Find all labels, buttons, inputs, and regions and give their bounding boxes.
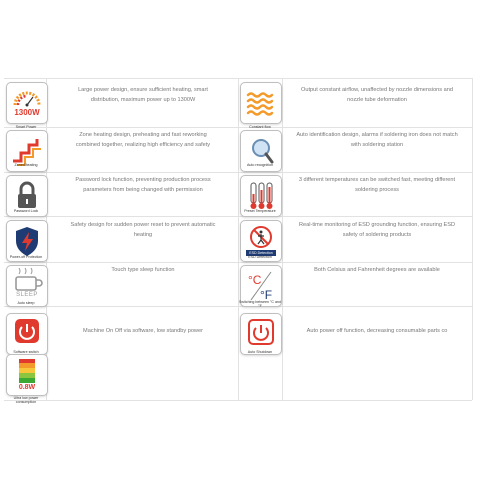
desc-line: nozzle tube deformation — [347, 97, 407, 103]
feature-caption: Ultra low power consumption — [13, 396, 39, 404]
divider — [4, 400, 472, 401]
airflow-waves-icon — [240, 82, 282, 124]
desc-line: Both Celsius and Fahrenheit degrees are available — [314, 267, 440, 273]
sleep-label: SLEEP — [16, 292, 38, 298]
desc-line: Large power design, ensure sufficient heating, smart — [78, 87, 208, 93]
feature-caption: Zoned heating — [14, 163, 38, 167]
feature-caption: Preset Temperature — [244, 209, 276, 213]
feature-description — [52, 220, 234, 240]
desc-line: Real-time monitoring of ESD grounding function, ensuring ESD — [298, 222, 456, 228]
feature-description — [286, 130, 468, 150]
power-gauge-icon — [6, 82, 48, 124]
feature-description — [286, 265, 468, 275]
svg-text:°C: °C — [248, 273, 262, 287]
feature-description — [52, 265, 234, 275]
divider — [472, 78, 473, 400]
desc-line: 3 different temperatures can be switched fast, meeting different — [298, 177, 456, 183]
esd-label: ESD Detection — [249, 251, 273, 255]
feature-caption: Password Lock — [13, 209, 39, 213]
feature-description — [286, 326, 468, 336]
feature-description — [286, 175, 468, 195]
svg-text:°F: °F — [260, 288, 273, 302]
divider — [4, 216, 472, 217]
feature-caption: Auto recognition — [247, 163, 273, 167]
feature-description — [286, 85, 468, 105]
desc-line: Auto identification design, alarms if soldering iron does not match — [296, 132, 458, 138]
feature-description — [52, 326, 234, 336]
feature-caption: ESD Detection — [248, 255, 272, 259]
desc-line: with soldering station — [350, 142, 404, 148]
feature-caption: Auto Shutdown — [247, 350, 273, 354]
desc-line: Output constant airflow, unaffected by nozzle dimensions and — [301, 87, 453, 93]
desc-line: Touch type sleep function — [111, 267, 175, 273]
desc-line: Machine On Off via software, low standby power — [83, 328, 203, 334]
feature-description — [286, 220, 468, 240]
feature-caption: Auto sleep — [17, 301, 35, 305]
desc-line: Password lock function, preventing production process — [75, 177, 211, 183]
desc-line: Zone heating design, preheating and fast reworking — [79, 132, 207, 138]
feature-description — [52, 130, 234, 150]
shutdown-button-icon — [240, 313, 282, 355]
desc-line: parameters from being changed with permission — [83, 187, 203, 193]
feature-caption: Smart Power — [15, 125, 37, 129]
feature-caption: Constant flow — [249, 125, 271, 129]
power-value: 1300W — [14, 108, 40, 117]
desc-line: heating — [133, 232, 153, 238]
desc-line: Safety design for sudden power reset to prevent automatic — [70, 222, 216, 228]
desc-line: combined together, realizing high efficiency and safety — [75, 142, 211, 148]
feature-description — [52, 85, 234, 105]
power-consumption-value: 0.8W — [18, 384, 36, 391]
feature-caption: Software switch — [13, 350, 39, 354]
divider — [4, 172, 472, 173]
feature-description — [52, 175, 234, 195]
desc-line: soldering process — [355, 187, 399, 193]
feature-caption: Power-off Protection — [9, 255, 43, 259]
power-button-icon — [6, 313, 48, 355]
battery-icon — [6, 354, 48, 396]
divider — [4, 262, 472, 263]
desc-line: safety of soldering products — [342, 232, 412, 238]
desc-line: Auto power off function, decreasing consumable parts co — [306, 328, 448, 334]
feature-caption: Switching between °C and °F — [239, 300, 281, 308]
divider — [4, 78, 472, 79]
desc-line: distribution, maximum power up to 1300W — [90, 97, 196, 103]
